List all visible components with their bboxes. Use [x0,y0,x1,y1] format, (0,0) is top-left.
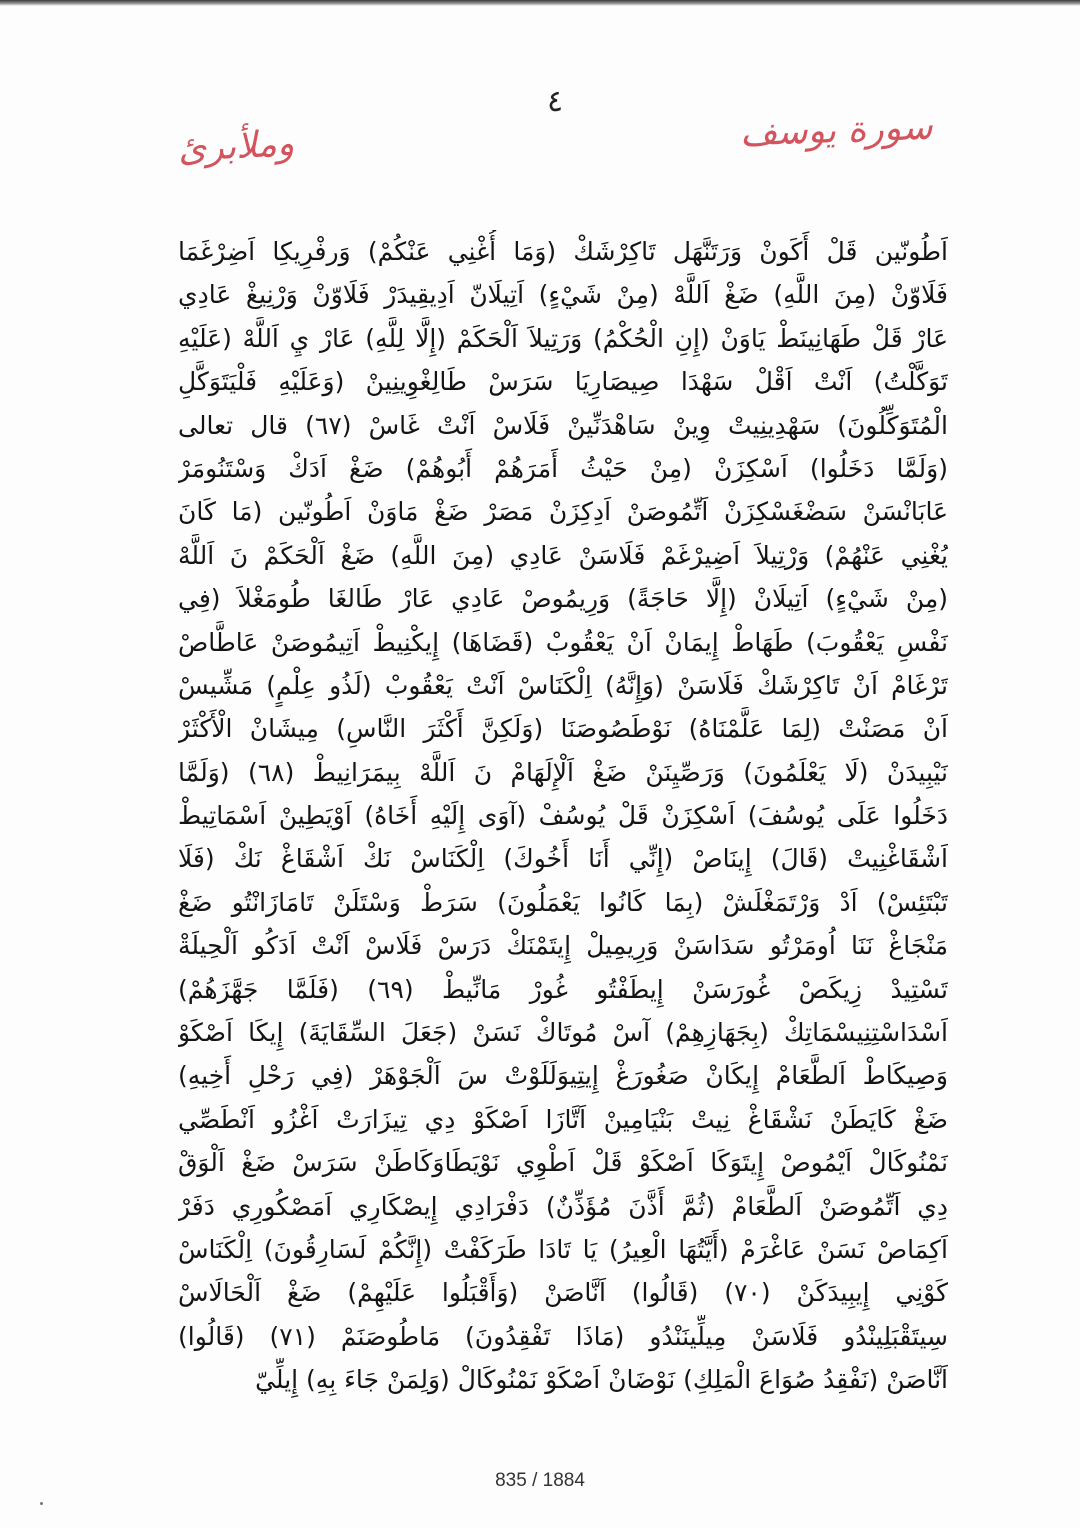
page-counter: 835 / 1884 [495,1470,585,1491]
page-number: ٤ [546,84,564,119]
text-line: فَلَاوّنْ (مِنَ اللَّهِ) ضَغْ اَللَّهْ (مِنْ شَيْءٍ) اَتِيلَانّ اَدِيقِيدَرْ فَلَاوّنْ وَرْنِيغْ عَادِي [178,280,948,310]
text-line: كَوْنِي إِيبِيدَكَنْ (٧٠) (قَالُوا) اَنَّاصَنْ (وَأَقْبَلُوا عَلَيْهِمْ) ضَغْ اَلْحَالَاسْ [178,1278,948,1308]
text-line: تَسْتِيدْ زِيكَصْ غُورَسَنْ إِيطَفْتُو غُورْ مَانِّيطْ (٦٩) (فَلَمَّا جَهَّزَهُمْ) [178,974,948,1004]
text-line: نَيْبِيدَنْ (لَا يَعْلَمُونَ) وَرَصِّيِنَنْ ضَغْ اَلْإِلَهَامْ نَ اَللَّهْ بِيمَرَانِيطْ (٦٨) (وَلَمَّا [178,757,948,787]
text-line: ضَغْ كَايَطَنْ نَشْقَاغْ نِيتْ بَنْيَامِينْ اَتَّازَا اَصْكَوْ دِي تِيزَارَتْ اَغْزُو اَنْطَصِّي [178,1104,948,1134]
text-line: دَخَلُوا عَلَى يُوسُفَ) اَسْكِزَنْ قَلْ يُوسُفْ (آوَى إِلَيْهِ أَخَاهُ) اَوْيَطِينْ اَسْمَاتِيطْ [178,801,948,831]
text-line: نَمْنُوكَالْ اَيْمُوصْ إِيتَوَكَا اَصْكَوْ قَلْ اَطْوِي نَوْيَطَاوَكَاطَنْ سَرَسْ ضَغْ اَلْوَقْ [178,1148,948,1178]
text-line: عَابَانْسَنْ سَضْغَسْكِزَنْ اَتِّمُوصَنْ اَدِكِزَنْ مَصَرْ ضَغْ مَاوَنْ اَطُونّين (مَا كَانَ [178,497,948,527]
text-line: مَنْجَاغْ نَنَا اُومَرْتُو سَدَاسَنْ وَرِيمِيلْ إِيتَمْنَكْ دَرَسْ فَلَاسْ اَنْتْ اَدَكُو اَلْحِيلَةْ [178,931,948,961]
text-line: تَوَكَّلْتُ) اَنْتْ اَقْلْ سَهْدَا صِيصَارِيَا سَرَسْ طَالِغْوِينِينْ (وَعَلَيْهِ فَلْيَتَوَكَّلِ [178,367,948,397]
document-page [0,6,1080,1528]
text-line: اَطُونّين قَلْ أَكَونْ وَرَتَنَّهَل تَاكِرْشَكْ (وَمَا أُغْنِي عَنْكُمْ) وَرفْرِيكِا اَضِرْغَمَا [178,237,948,266]
text-line: دِي اَتِّمُوصَنْ اَلطَّعَامْ (ثُمَّ أَذَّنَ مُؤَذِّنٌ) دَفْرَادِي إِيصْكَارِي اَمَصْكُورِي دَفَرْ [178,1191,948,1221]
handwritten-surah-title: سورة يوسف [739,106,934,155]
text-line: اَنْ مَصَنْتْ (لِمَا عَلَّمْنَاهُ) نَوْطَصُوصَنَا (وَلَكِنَّ أَكْثَرَ النَّاسِ) مِيشَانْ الْأَكْثَرْ [178,714,948,744]
handwritten-note-left: وملأبرئ [177,122,296,171]
text-line: اَكِمَاصْ نَسَنْ عَاغْرَمْ (أَيَّتُهَا الْعِيرُ) يَا تَادَا طَرَكَفْتْ (إِنَّكُمْ لَسَارِقُونَ) اِلْكَنَاسْ [178,1234,948,1264]
text-line: (مِنْ شَيْءٍ) اَتِيلَانْ (إِلَّا حَاجَةً) وَرِيمُوصْ عَادِي عَارْ طَالغَا طُومَغْلاَ (فِي [178,584,948,614]
text-line: وَصِيكَاطْ اَلطَّعَامْ إِيكَانْ صَغُورَغْ إِيتِيوَلَلَوْتْ سَ اَلْجَوْهَرْ (فِي رَحْلِ أَخِيهِ) [178,1061,948,1091]
text-line: (وَلَمَّا دَخَلُوا) اَسْكِزَنْ (مِنْ حَيْثُ أَمَرَهُمْ أَبُوهُمْ) ضَغْ اَدَكْ وَسْتَنُومَرْ [178,453,948,483]
text-line: اَشْقَاغْنِيتْ (قَالَ) إِينَاصْ (إِنِّي أَنَا أَخُوكَ) اِلْكَنَاسْ نَكْ اَشْقَاغْ نَكْ (فَلَا [178,844,948,874]
text-line: يُغْنِي عَنْهُمْ) وَرْتِيلاَ اَضِيرْغَمْ فَلَاسَنْ عَادِي (مِنَ اللَّهِ) ضَغْ اَلْحَكَمْ نَ اَللَّهْ [178,540,948,570]
text-line: الْمُتَوَكِّلُونَ) سَهْدِينِيتْ وِينْ سَاهْدَنِّينْ فَلَاسْ اَنْتْ غَاسْ (٦٧) قال تعالى [178,410,948,440]
text-line: تَبْتَئِسْ) اَدْ وَرْتَمَغْلَشْ (بِمَا كَانُوا يَعْمَلُونَ) سَرَطْ وَسْتَلَنْ تَامَازَانْتُو ضَغْ [178,887,948,917]
page-body-text [178,230,948,1402]
text-line: اَسْدَاسْتِنِيسْمَاتِكْ (بِجَهَازِهِمْ) آسْ مُوتَاكْ نَسَنْ (جَعَلَ السِّقَايَةَ) إِيكَا اَصْكَوْ [178,1018,948,1048]
text-line: سِيتَقْبَلِينْدُو فَلَاسَنْ مِيلِّينَنْدُو (مَاذَا تَفْقِدُونَ) مَاطُوصَنَمْ (٧١) (قَالُوا) [178,1321,948,1351]
scan-speck [40,1502,43,1505]
text-line: تَرْغَامْ اَنْ تَاكِرْشَكْ فَلَاسَنْ (وَإِنَّهُ) اِلْكَنَاسْ اَنْتْ يَعْقُوبْ (لَذُو عِلْمٍ) مَشِّيسْ [178,670,948,700]
text-line: نَفْسِ يَعْقُوبَ) طَهَاطْ إِيمَانْ اَنْ يَعْقُوبْ (قَضَاهَا) إِيكْنِيطْ اَتِيمُوصَنْ عَاطَّاصْ [178,627,948,657]
text-line: اَنَّاصَنْ (نَفْقِدُ صُوَاعَ الْمَلِكِ) نَوْضَانْ اَصْكَوْ نَمْنُوكَالْ (وَلِمَنْ جَاءَ بِهِ) إِيلِّيّ [255,1365,948,1395]
text-line: عَارْ قَلْ طَهَانِينَطْ يَاوَنْ (إِنِ الْحُكْمُ) وَرَتِيلاَ اَلْحَكَمْ (إِلَّا لِلَّهِ) عَارْ يِ اَللَّهْ (عَلَيْهِ [178,323,948,353]
